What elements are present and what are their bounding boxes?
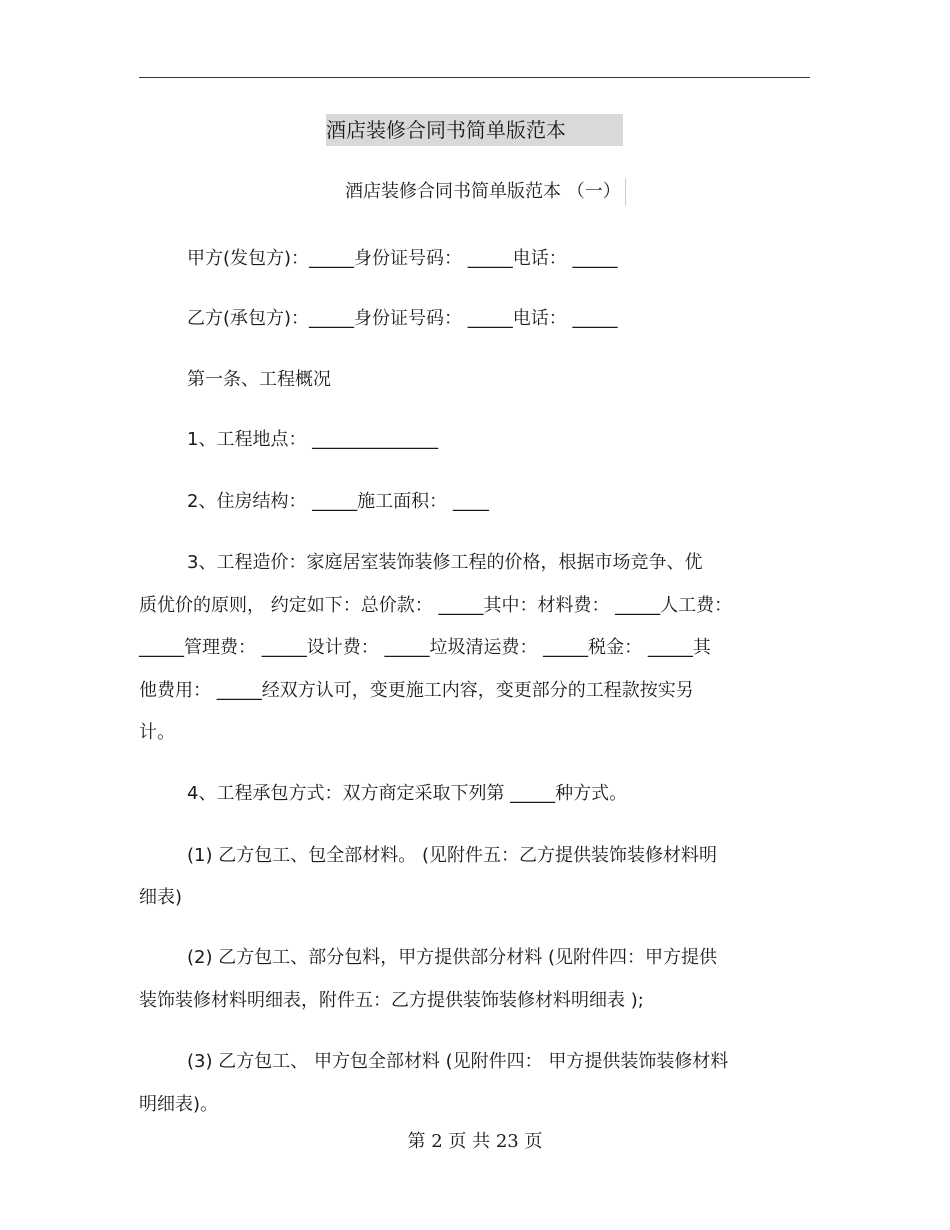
party-b-line: 乙方(承包方)：_____身份证号码： _____电话： _____	[187, 308, 618, 329]
option-3-line-1: (3) 乙方包工、 甲方包全部材料 (见附件四： 甲方提供装饰装修材料	[187, 1051, 729, 1072]
option-2-line-1: (2) 乙方包工、部分包料，甲方提供部分材料 (见附件四：甲方提供	[187, 947, 717, 968]
contract-method: 4、工程承包方式：双方商定采取下列第 _____种方式。	[187, 783, 628, 804]
article-1-heading: 第一条、工程概况	[187, 369, 331, 390]
option-1-line-1: (1) 乙方包工、包全部材料。 (见附件五：乙方提供装饰装修材料明	[187, 845, 717, 866]
housing-structure: 2、住房结构： _____施工面积： ____	[187, 491, 489, 512]
project-cost-line-3: _____管理费： _____设计费： _____垃圾清运费： _____税金： _____其	[139, 637, 711, 658]
option-1-line-2: 细表)	[139, 887, 183, 908]
header-rule	[139, 77, 810, 78]
document-subtitle: 酒店装修合同书简单版范本 （一）	[345, 178, 626, 206]
option-2-line-2: 装饰装修材料明细表，附件五：乙方提供装饰装修材料明细表 );	[139, 990, 644, 1011]
party-a-line: 甲方(发包方)：_____身份证号码： _____电话： _____	[187, 248, 618, 269]
page-number: 第 2 页 共 23 页	[407, 1131, 543, 1152]
page-footer	[0, 1128, 950, 1156]
project-location: 1、工程地点： ______________	[187, 429, 439, 450]
project-cost-line-2: 质优价的原则， 约定如下：总价款： _____其中：材料费： _____人工费：	[139, 595, 733, 616]
document-title: 酒店装修合同书简单版范本	[326, 114, 623, 146]
option-3-line-2: 明细表)。	[139, 1094, 219, 1115]
project-cost-line-1: 3、工程造价：家庭居室装饰装修工程的价格，根据市场竞争、优	[187, 552, 703, 573]
project-cost-line-4: 他费用： _____经双方认可，变更施工内容，变更部分的工程款按实另	[139, 680, 694, 701]
project-cost-line-5: 计。	[139, 722, 175, 743]
